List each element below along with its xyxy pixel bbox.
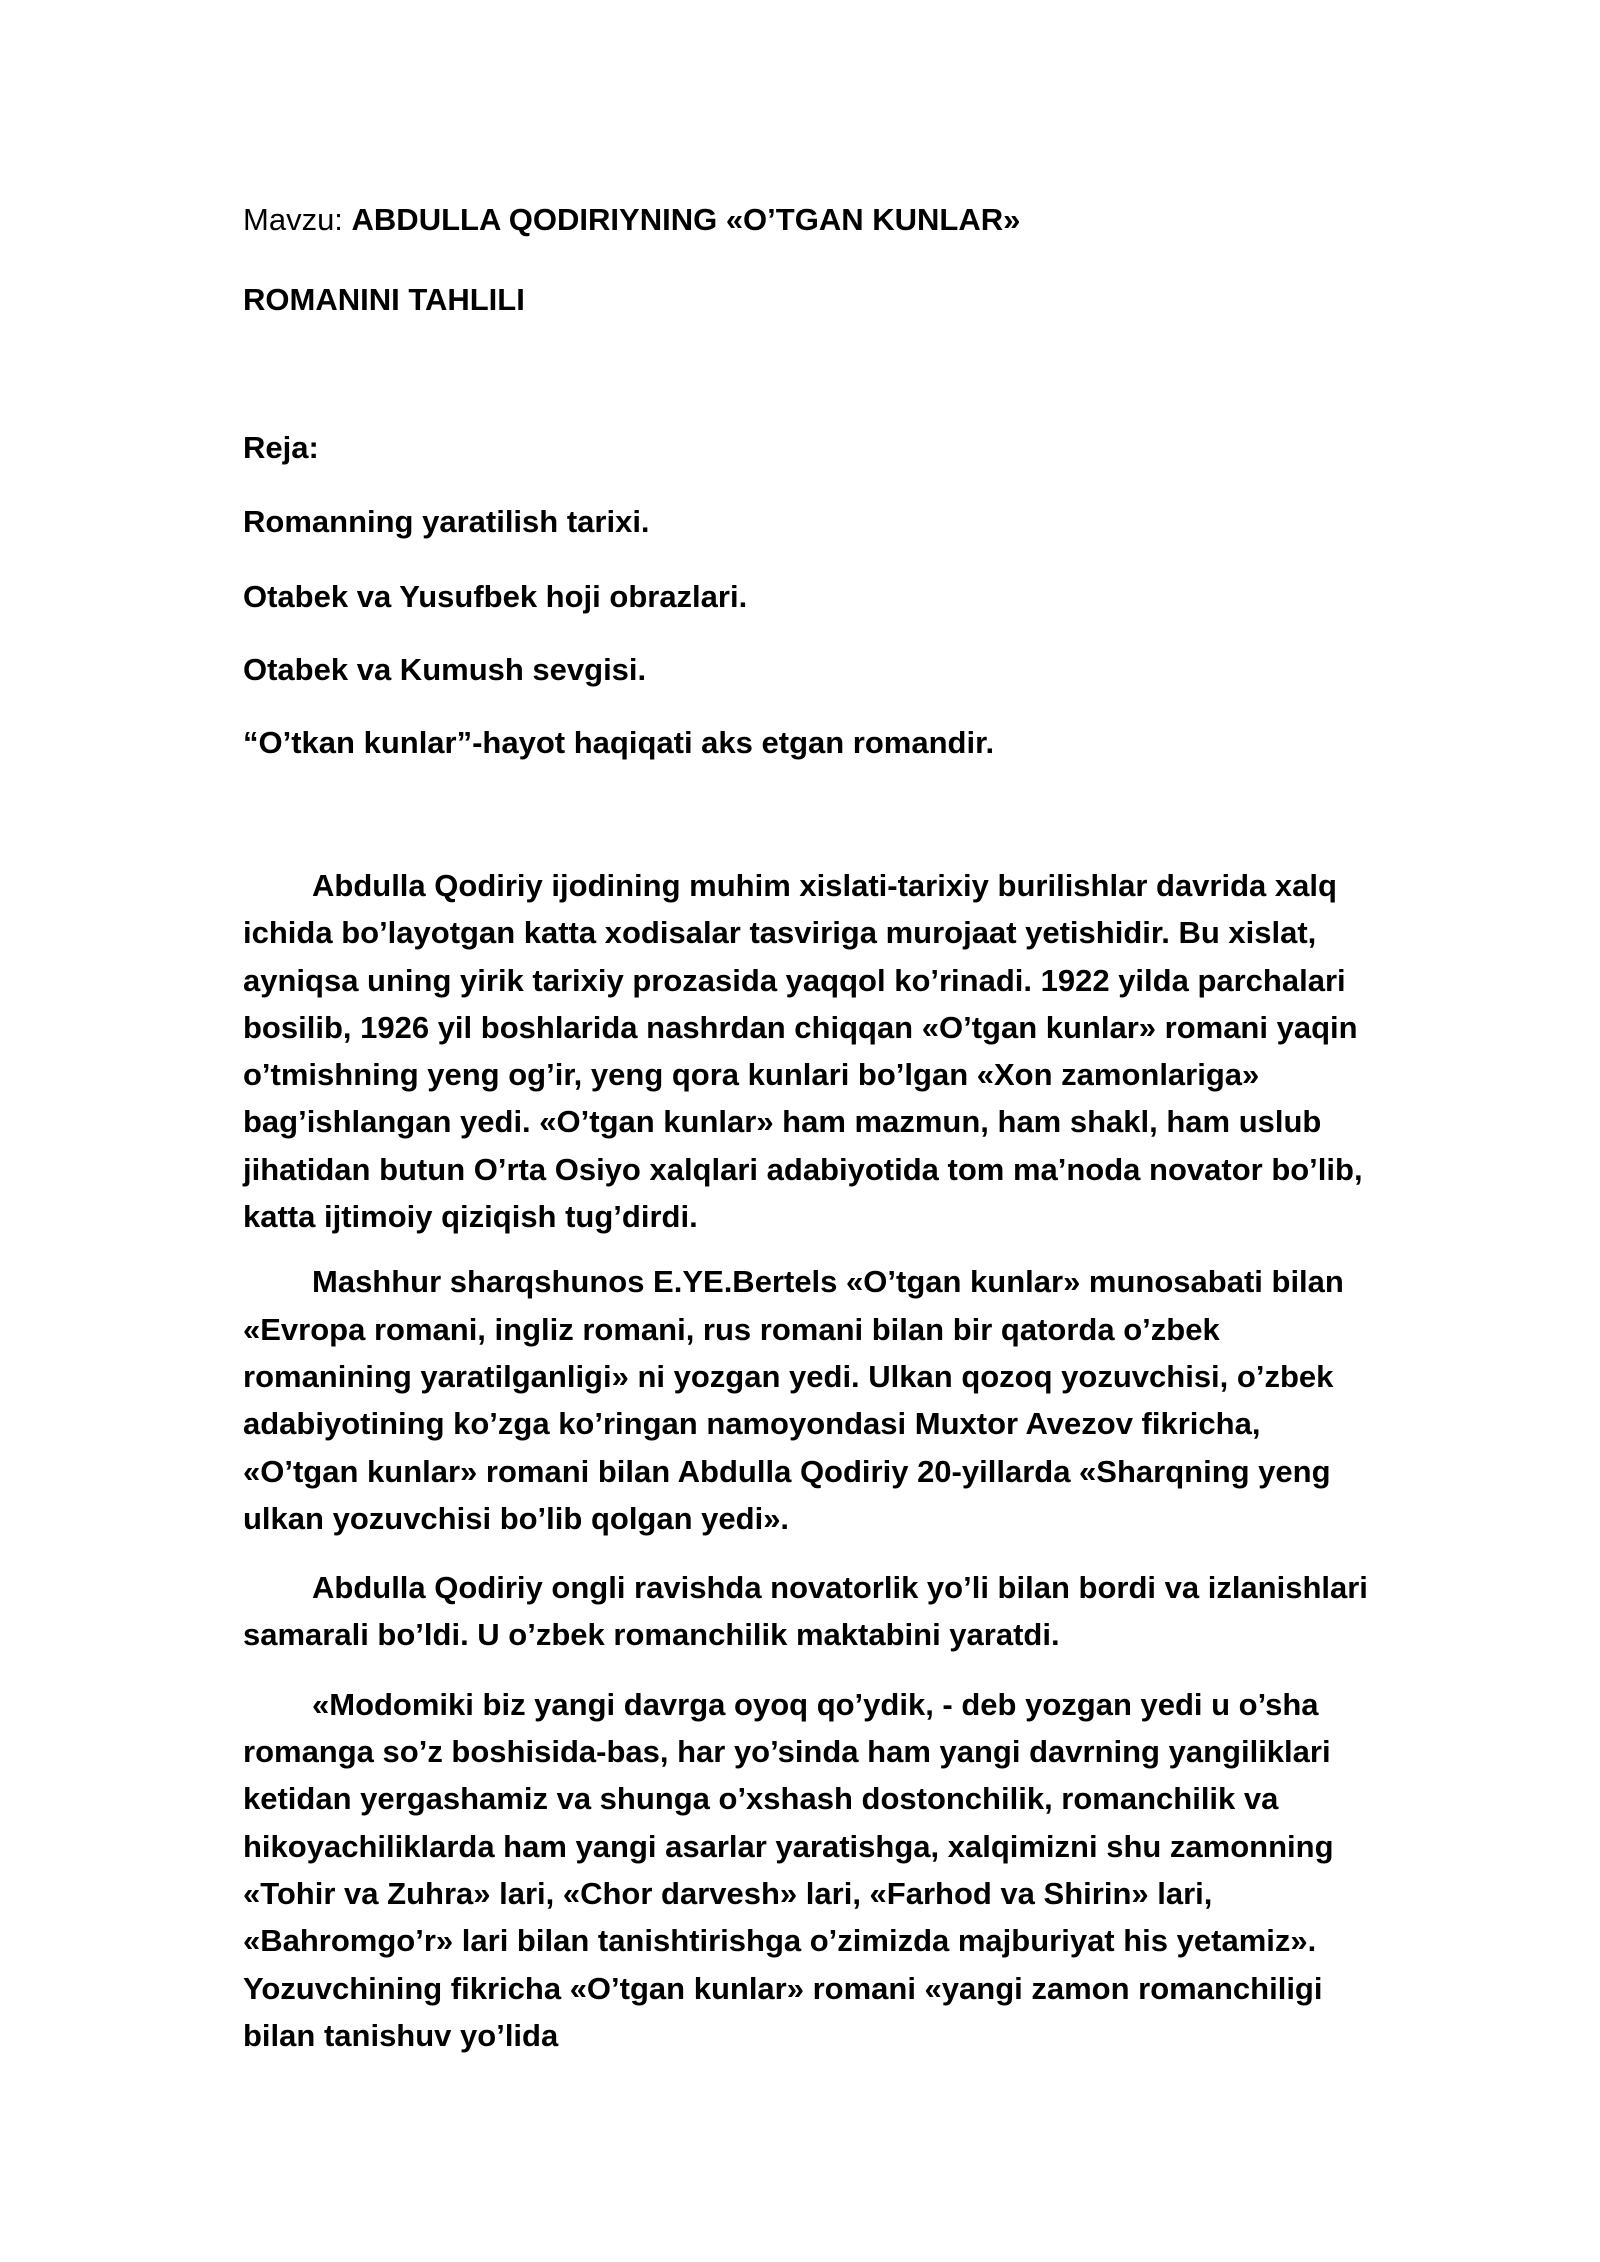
paragraph: Abdulla Qodiriy ijodining muhim xislati-tarixiy burilishlar davrida xalq ichida bo’layotgan katta xodisalar tasviriga murojaat yetishidir. Bu xislat, ayniqsa uning yirik tarixiy prozasida yaqqol ko’rinadi. 1922 yilda parchalari bosilib, 1926 yil boshlarida nashrdan chiqqan «O’tgan kunlar» romani yaqin o’tmishning yeng og’ir, yeng qora kunlari bo’lgan «Xon zamonlariga» bag’ishlangan yedi. «O’tgan kunlar» ham mazmun, ham shakl, ham uslub jihatidan butun O’rta Osiyo xalqlari adabiyotida tom ma’noda novator bo’lib, katta ijtimoiy qiziqish tug’dirdi. — [243, 868, 1363, 1235]
paragraph: «Modomiki biz yangi davrga oyoq qo’ydik, - deb yozgan yedi u o’sha romanga so’z boshisida-bas, har yo’sinda ham yangi davrning yangiliklari ketidan yergashamiz va shunga o’xshash dostonchilik, romanchilik va hikoyachiliklarda ham yangi asarlar yaratishga, xalqimizni shu zamonning «Tohir va Zuhra» lari, «Chor darvesh» lari, «Farhod va Shirin» lari, «Bahromgo’r» lari bilan tanishtirishga o’zimizda majburiyat his yetamiz». Yozuvchining fikricha «O’tgan kunlar» romani «yangi zamon romanchiligi bilan tanishuv yo’lida — [243, 1686, 1334, 2053]
plan-item: Otabek va Yusufbek hoji obrazlari. — [243, 579, 748, 614]
topic-label: Mavzu: — [243, 202, 352, 237]
plan-item: Romanning yaratilish tarixi. — [243, 504, 650, 539]
body-text — [243, 862, 1373, 2081]
plan-item: “O’tkan kunlar”-hayot haqiqati aks etgan romandir. — [243, 725, 995, 760]
topic-title-line1: ABDULLA QODIRIYNING «O’TGAN KUNLAR» — [351, 202, 1021, 237]
paragraph: Abdulla Qodiriy ongli ravishda novatorlik yo’li bilan bordi va izlanishlari samarali bo’ldi. U o’zbek romanchilik maktabini yaratdi. — [243, 1570, 1368, 1653]
plan-label: Reja: — [243, 430, 319, 465]
paragraph: Mashhur sharqshunos E.YE.Bertels «O’tgan kunlar» munosabati bilan «Evropa romani, ingliz romani, rus romani bilan bir qatorda o’zbek romanining yaratilganligi» ni yozgan yedi. Ulkan qozoq yozuvchisi, o’zbek adabiyotining ko’zga ko’ringan namoyondasi Muxtor Avezov fikricha, «O’tgan kunlar» romani bilan Abdulla Qodiriy 20-yillarda «Sharqning yeng ulkan yozuvchisi bo’lib qolgan yedi». — [243, 1264, 1344, 1536]
topic-heading — [243, 200, 1020, 240]
plan-item: Otabek va Kumush sevgisi. — [243, 652, 647, 687]
topic-title-line2: ROMANINI TAHLILI — [243, 282, 525, 317]
